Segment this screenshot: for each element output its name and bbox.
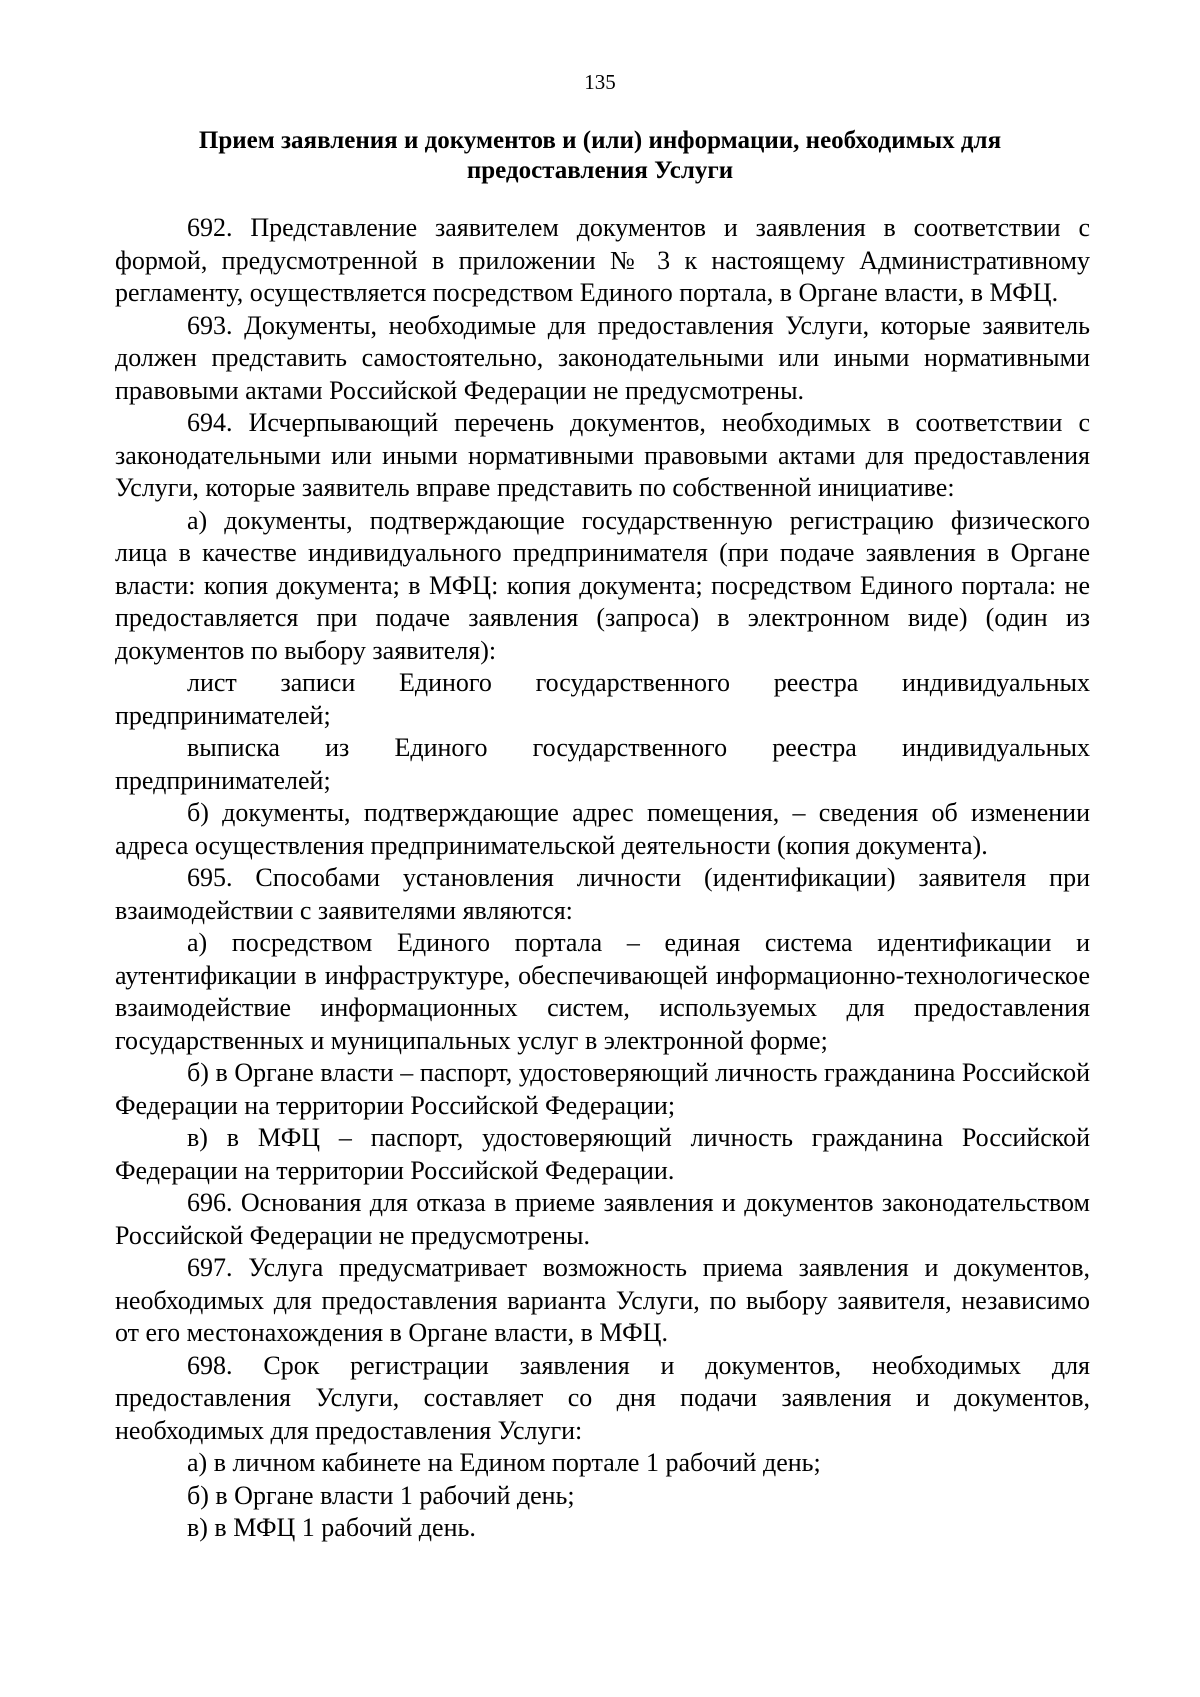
section-title: Прием заявления и документов и (или) информации, необходимых для предоставления Услуги [198,127,1002,184]
paragraph-695-a: а) посредством Единого портала – единая система идентификации и аутентификации в инфраструктуре, обеспечивающей информационно-технологическое взаимодействие информационных систем, используемых для предоставления государственных и муниципальных услуг в электронной форме; [115,928,1090,1055]
paragraph-694: 694. Исчерпывающий перечень документов, необходимых в соответствии с законодательными или иными нормативными правовыми актами для предоставления Услуги, которые заявитель вправе представить по собственной инициативе: [115,408,1090,502]
page-number: 135 [584,70,616,94]
paragraph-698-b: б) в Органе власти 1 рабочий день; [187,1480,575,1510]
paragraph-698-v: в) в МФЦ 1 рабочий день. [187,1513,476,1542]
paragraph-693: 693. Документы, необходимые для предоставления Услуги, которые заявитель должен представить самостоятельно, законодательными или иными нормативными правовыми актами Российской Федерации не предусмотрены. [115,310,1090,405]
paragraph-697: 697. Услуга предусматривает возможность приема заявления и документов, необходимых для предоставления варианта Услуги, по выбору заявителя, независимо от его местонахождения в Органе власти, в МФЦ. [115,1253,1090,1347]
document-body [115,212,1090,1545]
paragraph-696: 696. Основания для отказа в приеме заявления и документов законодательством Российской Федерации не предусмотрены. [115,1188,1090,1250]
paragraph-694-a: а) документы, подтверждающие государственную регистрацию физического лица в качестве индивидуального предпринимателя (при подаче заявления в Органе власти: копия документа; в МФЦ: копия документа; посредством Единого портала: не предоставляется при подаче заявления (запроса) в электронном виде) (один из документов по выбору заявителя): [115,505,1090,665]
paragraph-698-a: а) в личном кабинете на Едином портале 1 рабочий день; [187,1448,821,1477]
paragraph-694-a-item-1: лист записи Единого государственного реестра индивидуальных предпринимателей; [115,668,1090,730]
paragraph-694-a-item-2: выписка из Единого государственного реестра индивидуальных предпринимателей; [115,733,1090,795]
paragraph-692: 692. Представление заявителем документов и заявления в соответствии с формой, предусмотренной в приложении № 3 к настоящему Административному регламенту, осуществляется посредством Единого портала, в Органе власти, в МФЦ. [115,213,1090,307]
paragraph-698: 698. Срок регистрации заявления и документов, необходимых для предоставления Услуги, составляет со дня подачи заявления и документов, необходимых для предоставления Услуги: [115,1350,1090,1445]
paragraph-695-v: в) в МФЦ – паспорт, удостоверяющий личность гражданина Российской Федерации на территории Российской Федерации. [115,1123,1090,1185]
paragraph-694-b: б) документы, подтверждающие адрес помещения, – сведения об изменении адреса осуществления предпринимательской деятельности (копия документа). [115,798,1090,860]
paragraph-695-b: б) в Органе власти – паспорт, удостоверяющий личность гражданина Российской Федерации на территории Российской Федерации; [115,1058,1090,1120]
paragraph-695: 695. Способами установления личности (идентификации) заявителя при взаимодействии с заявителями являются: [115,863,1090,925]
